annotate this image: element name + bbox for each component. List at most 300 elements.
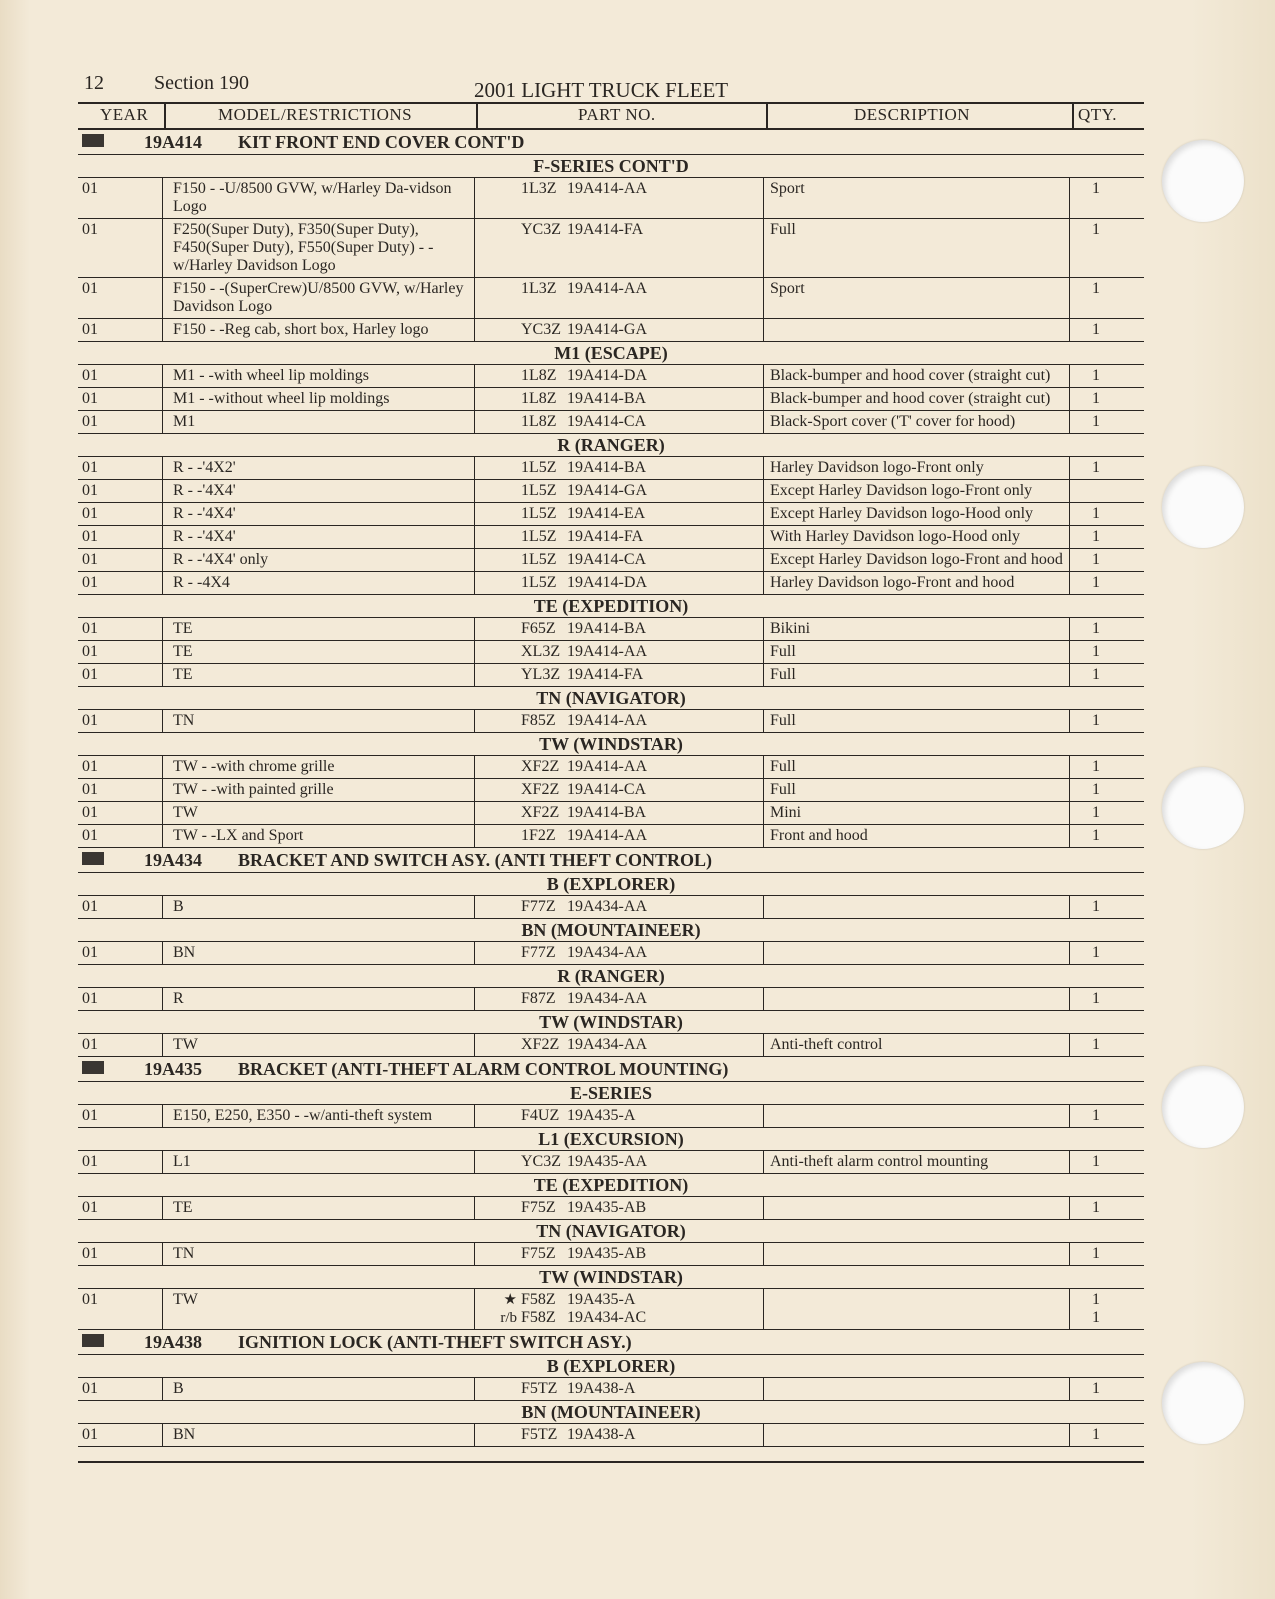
part-number-cell (475, 1197, 764, 1219)
qty-cell: 1 (1092, 221, 1100, 238)
qty-cell: 1 (1092, 898, 1100, 915)
binder-hole (1162, 466, 1244, 548)
bottom-rule (78, 1461, 1144, 1463)
table-row (78, 411, 1144, 434)
qty-cell: 1 (1092, 1199, 1100, 1216)
description-cell: Black-bumper and hood cover (straight cut) (764, 365, 1070, 387)
part-base: 19A435-AA (567, 1153, 647, 1170)
qty-cell: 1 (1092, 643, 1100, 660)
subsection-header: B (EXPLORER) (78, 873, 1144, 896)
column-header-model: MODEL/RESTRICTIONS (218, 105, 413, 124)
table-row (78, 1289, 1144, 1330)
description-cell: Black-bumper and hood cover (straight cut) (764, 388, 1070, 410)
part-number-cell (475, 641, 764, 663)
description-cell: Full (764, 219, 1070, 277)
part-prefix: 1L5Z (521, 505, 557, 522)
year-cell: 01 (82, 367, 98, 384)
table-row (78, 278, 1144, 319)
description-cell: Full (764, 756, 1070, 778)
subsection-header: M1 (ESCAPE) (78, 342, 1144, 365)
description-cell (764, 1105, 1070, 1127)
group-title: IGNITION LOCK (ANTI-THEFT SWITCH ASY.) (238, 1332, 632, 1352)
part-number-line (475, 528, 763, 546)
model-cell: TN (162, 710, 475, 732)
model-cell: TW (162, 802, 475, 824)
table-row (78, 457, 1144, 480)
part-number-cell (475, 388, 764, 410)
subsection-header: TN (NAVIGATOR) (78, 1220, 1144, 1243)
part-base: 19A414-BA (567, 620, 647, 637)
description-cell: Anti-theft alarm control mounting (764, 1151, 1070, 1173)
parts-catalog-table (78, 102, 1144, 1463)
part-number-line (475, 1309, 763, 1327)
group-title: BRACKET AND SWITCH ASY. (ANTI THEFT CONTROL) (238, 850, 712, 870)
qty-cell: 1 (1092, 574, 1100, 591)
part-base: 19A414-FA (567, 528, 644, 545)
table-row (78, 1424, 1144, 1447)
table-row (78, 988, 1144, 1011)
part-base: 19A414-AA (567, 180, 647, 197)
description-cell (764, 1197, 1070, 1219)
description-cell: Anti-theft control (764, 1034, 1070, 1056)
subsection-header: TW (WINDSTAR) (78, 733, 1144, 756)
table-row (78, 710, 1144, 733)
qty-cell: 1 (1092, 1107, 1100, 1124)
part-number-line (475, 1199, 763, 1217)
part-base: 19A414-BA (567, 390, 647, 407)
qty-cell: 1 (1092, 1426, 1100, 1443)
part-number-cell (475, 503, 764, 525)
qty-cell: 1 (1092, 390, 1100, 407)
year-cell: 01 (82, 1380, 98, 1397)
part-base: 19A414-CA (567, 781, 647, 798)
year-cell: 01 (82, 321, 98, 338)
qty-cell: 1 (1092, 827, 1100, 844)
qty-cell: 1 (1092, 459, 1100, 476)
part-prefix: 1L3Z (521, 180, 557, 197)
model-cell: TW (162, 1034, 475, 1056)
table-row (78, 802, 1144, 825)
part-number-cell (475, 618, 764, 640)
qty-cell: 1 (1092, 712, 1100, 729)
part-number-line (475, 1107, 763, 1125)
model-cell: M1 (162, 411, 475, 433)
column-header-description: DESCRIPTION (854, 105, 971, 124)
table-row (78, 756, 1144, 779)
model-cell: R - -'4X4' (162, 480, 475, 502)
part-number-line (475, 1380, 763, 1398)
subsection-header: BN (MOUNTAINEER) (78, 919, 1144, 942)
part-prefix: F77Z (521, 944, 556, 961)
year-cell: 01 (82, 804, 98, 821)
part-number-line (475, 482, 763, 500)
group-marker-icon (82, 852, 104, 865)
table-row (78, 1243, 1144, 1266)
part-base: 19A435-AB (567, 1199, 647, 1216)
part-base: 19A438-A (567, 1426, 636, 1443)
year-cell: 01 (82, 1153, 98, 1170)
qty-cell: 1 (1092, 1245, 1100, 1262)
table-row (78, 480, 1144, 503)
part-number-cell (475, 1378, 764, 1400)
description-cell: Except Harley Davidson logo-Front and hood (764, 549, 1070, 571)
year-cell: 01 (82, 551, 98, 568)
part-number-cell (475, 457, 764, 479)
part-base: 19A414-AA (567, 712, 647, 729)
model-cell: R (162, 988, 475, 1010)
part-prefix: YC3Z (521, 221, 561, 238)
part-number-line (475, 712, 763, 730)
part-base: 19A434-AA (567, 1036, 647, 1053)
part-base: 19A434-AC (567, 1309, 647, 1326)
part-prefix: 1L5Z (521, 551, 557, 568)
part-number-cell (475, 664, 764, 686)
description-cell (764, 896, 1070, 918)
model-cell: F150 - -U/8500 GVW, w/Harley Da-vidson Logo (162, 178, 475, 218)
part-number-cell (475, 1105, 764, 1127)
model-cell: TW - -with painted grille (162, 779, 475, 801)
model-cell: TW - -with chrome grille (162, 756, 475, 778)
part-prefix: F85Z (521, 712, 556, 729)
group-header (78, 1330, 1144, 1355)
table-row (78, 779, 1144, 802)
description-cell (764, 1243, 1070, 1265)
model-cell: TW - -LX and Sport (162, 825, 475, 847)
description-cell: Harley Davidson logo-Front only (764, 457, 1070, 479)
table-row (78, 178, 1144, 219)
part-prefix: 1L3Z (521, 280, 557, 297)
part-base: 19A414-BA (567, 459, 647, 476)
model-cell: TE (162, 641, 475, 663)
part-number-line (475, 781, 763, 799)
catalog-groups (78, 130, 1144, 1447)
qty-cell: 1 1 (1092, 1291, 1100, 1326)
part-mark: ★ (503, 1292, 517, 1308)
part-prefix: 1L5Z (521, 528, 557, 545)
description-cell: Except Harley Davidson logo-Hood only (764, 503, 1070, 525)
qty-cell: 1 (1092, 528, 1100, 545)
year-cell: 01 (82, 781, 98, 798)
table-row (78, 1034, 1144, 1057)
description-cell: Mini (764, 802, 1070, 824)
model-cell: R - -'4X4' (162, 526, 475, 548)
part-prefix: XL3Z (521, 643, 561, 660)
part-prefix: YC3Z (521, 321, 561, 338)
year-cell: 01 (82, 1036, 98, 1053)
part-number-cell (475, 1243, 764, 1265)
year-cell: 01 (82, 643, 98, 660)
part-prefix: 1L8Z (521, 413, 557, 430)
part-prefix: F58Z (521, 1291, 556, 1308)
group-marker-icon (82, 1334, 104, 1347)
part-prefix: 1L5Z (521, 482, 557, 499)
binder-hole (1162, 1362, 1244, 1444)
part-number-cell (475, 942, 764, 964)
part-number-line (475, 758, 763, 776)
qty-cell: 1 (1092, 551, 1100, 568)
part-number-cell (475, 1034, 764, 1056)
table-row (78, 1197, 1144, 1220)
year-cell: 01 (82, 898, 98, 915)
model-cell: F250(Super Duty), F350(Super Duty), F450(Super Duty), F550(Super Duty) - -w/Harley Davidson Logo (162, 219, 475, 277)
part-base: 19A414-FA (567, 221, 644, 238)
group-marker-icon (82, 1061, 104, 1074)
description-cell (764, 1289, 1070, 1329)
part-number-line (475, 990, 763, 1008)
model-cell: TW (162, 1289, 475, 1329)
part-number-line (475, 221, 763, 239)
part-base: 19A414-CA (567, 551, 647, 568)
group-header (78, 848, 1144, 873)
description-cell (764, 1378, 1070, 1400)
table-row (78, 618, 1144, 641)
table-row (78, 503, 1144, 526)
table-row (78, 664, 1144, 687)
part-number-cell (475, 802, 764, 824)
part-number-cell (475, 411, 764, 433)
model-cell: F150 - -(SuperCrew)U/8500 GVW, w/Harley Davidson Logo (162, 278, 475, 318)
year-cell: 01 (82, 505, 98, 522)
part-number-line (475, 1153, 763, 1171)
page-title: 2001 LIGHT TRUCK FLEET (474, 78, 729, 102)
model-cell: R - -'4X2' (162, 457, 475, 479)
part-prefix: XF2Z (521, 1036, 560, 1053)
model-cell: TN (162, 1243, 475, 1265)
description-cell: Front and hood (764, 825, 1070, 847)
qty-cell: 1 (1092, 413, 1100, 430)
qty-cell: 1 (1092, 1153, 1100, 1170)
part-number-cell (475, 988, 764, 1010)
description-cell (764, 319, 1070, 341)
year-cell: 01 (82, 758, 98, 775)
part-prefix: 1L8Z (521, 390, 557, 407)
part-number-line (475, 1245, 763, 1263)
year-cell: 01 (82, 944, 98, 961)
description-cell: Black-Sport cover ('T' cover for hood) (764, 411, 1070, 433)
part-prefix: 1F2Z (521, 827, 556, 844)
model-cell: M1 - -without wheel lip moldings (162, 388, 475, 410)
description-cell (764, 1424, 1070, 1446)
table-row (78, 1151, 1144, 1174)
model-cell: M1 - -with wheel lip moldings (162, 365, 475, 387)
part-base: 19A414-GA (567, 321, 647, 338)
column-header-year: YEAR (100, 105, 149, 124)
model-cell: E150, E250, E350 - -w/anti-theft system (162, 1105, 475, 1127)
year-cell: 01 (82, 666, 98, 683)
group-code: 19A414 (144, 132, 202, 152)
part-base: 19A435-A (567, 1291, 636, 1308)
part-number-line (475, 180, 763, 198)
part-number-line (475, 898, 763, 916)
part-number-cell (475, 365, 764, 387)
year-cell: 01 (82, 221, 98, 238)
part-number-cell (475, 1151, 764, 1173)
part-number-line (475, 505, 763, 523)
description-cell: Full (764, 641, 1070, 663)
part-prefix: F87Z (521, 990, 556, 1007)
year-cell: 01 (82, 1426, 98, 1443)
model-cell: B (162, 896, 475, 918)
subsection-header: F-SERIES CONT'D (78, 155, 1144, 178)
part-base: 19A414-AA (567, 827, 647, 844)
year-cell: 01 (82, 827, 98, 844)
part-number-line (475, 551, 763, 569)
part-base: 19A414-DA (567, 574, 647, 591)
qty-cell: 1 (1092, 505, 1100, 522)
qty-cell: 1 (1092, 180, 1100, 197)
part-number-line (475, 666, 763, 684)
part-number-line (475, 643, 763, 661)
part-number-line (475, 459, 763, 477)
group-code: 19A438 (144, 1332, 202, 1352)
qty-cell: 1 (1092, 367, 1100, 384)
part-prefix: YC3Z (521, 1153, 561, 1170)
model-cell: R - -'4X4' only (162, 549, 475, 571)
part-prefix: 1L5Z (521, 459, 557, 476)
subsection-header: BN (MOUNTAINEER) (78, 1401, 1144, 1424)
year-cell: 01 (82, 390, 98, 407)
table-row (78, 1105, 1144, 1128)
group-header (78, 1057, 1144, 1082)
qty-cell: 1 (1092, 781, 1100, 798)
model-cell: R - -4X4 (162, 572, 475, 594)
table-row (78, 319, 1144, 342)
part-number-cell (475, 1424, 764, 1446)
part-base: 19A414-EA (567, 505, 646, 522)
year-cell: 01 (82, 620, 98, 637)
year-cell: 01 (82, 180, 98, 197)
subsection-header: R (RANGER) (78, 965, 1144, 988)
description-cell: Full (764, 710, 1070, 732)
part-number-cell (475, 756, 764, 778)
model-cell: BN (162, 1424, 475, 1446)
part-number-line (475, 804, 763, 822)
table-row (78, 219, 1144, 278)
qty-cell: 1 (1092, 758, 1100, 775)
qty-cell: 1 (1092, 804, 1100, 821)
year-cell: 01 (82, 459, 98, 476)
subsection-header: TN (NAVIGATOR) (78, 687, 1144, 710)
part-number-cell (475, 825, 764, 847)
year-cell: 01 (82, 413, 98, 430)
part-number-line (475, 280, 763, 298)
part-prefix: XF2Z (521, 804, 560, 821)
model-cell: F150 - -Reg cab, short box, Harley logo (162, 319, 475, 341)
column-header-qty: QTY. (1078, 105, 1117, 124)
part-base: 19A414-CA (567, 413, 647, 430)
year-cell: 01 (82, 1199, 98, 1216)
part-number-cell (475, 779, 764, 801)
part-base: 19A434-AA (567, 944, 647, 961)
part-number-line (475, 620, 763, 638)
table-row (78, 825, 1144, 848)
part-number-line (475, 1036, 763, 1054)
part-number-cell (475, 319, 764, 341)
part-prefix: F75Z (521, 1199, 556, 1216)
description-cell: Full (764, 779, 1070, 801)
description-cell (764, 988, 1070, 1010)
description-cell: With Harley Davidson logo-Hood only (764, 526, 1070, 548)
table-row (78, 896, 1144, 919)
part-number-line (475, 574, 763, 592)
part-number-cell (475, 526, 764, 548)
part-base: 19A434-AA (567, 990, 647, 1007)
part-number-line (475, 944, 763, 962)
table-row (78, 942, 1144, 965)
part-prefix: YL3Z (521, 666, 561, 683)
description-cell (764, 942, 1070, 964)
binder-hole (1162, 140, 1244, 222)
part-prefix: 1L8Z (521, 367, 557, 384)
part-base: 19A414-FA (567, 666, 644, 683)
year-cell: 01 (82, 1291, 98, 1308)
table-row (78, 572, 1144, 595)
part-prefix: F77Z (521, 898, 556, 915)
part-prefix: F5TZ (521, 1426, 558, 1443)
subsection-header: R (RANGER) (78, 434, 1144, 457)
part-base: 19A435-AB (567, 1245, 647, 1262)
column-headers (78, 102, 1144, 130)
year-cell: 01 (82, 574, 98, 591)
binder-hole (1162, 767, 1244, 849)
part-number-cell (475, 710, 764, 732)
year-cell: 01 (82, 1107, 98, 1124)
part-prefix: 1L5Z (521, 574, 557, 591)
description-cell: Sport (764, 178, 1070, 218)
part-number-line (475, 1291, 763, 1309)
model-cell: L1 (162, 1151, 475, 1173)
part-number-line (475, 367, 763, 385)
part-number-line (475, 827, 763, 845)
qty-cell: 1 (1092, 990, 1100, 1007)
group-code: 19A435 (144, 1059, 202, 1079)
qty-cell: 1 (1092, 620, 1100, 637)
table-row (78, 388, 1144, 411)
part-base: 19A414-DA (567, 367, 647, 384)
part-base: 19A414-BA (567, 804, 647, 821)
part-base: 19A414-GA (567, 482, 647, 499)
binder-hole (1162, 1066, 1244, 1148)
group-title: KIT FRONT END COVER CONT'D (238, 132, 525, 152)
table-row (78, 549, 1144, 572)
qty-cell: 1 (1092, 321, 1100, 338)
subsection-header: B (EXPLORER) (78, 1355, 1144, 1378)
page-number: 12 (84, 72, 104, 94)
column-header-part: PART NO. (578, 105, 656, 124)
part-number-cell (475, 178, 764, 218)
year-cell: 01 (82, 482, 98, 499)
year-cell: 01 (82, 990, 98, 1007)
part-number-cell (475, 549, 764, 571)
part-base: 19A414-AA (567, 643, 647, 660)
table-row (78, 641, 1144, 664)
part-base: 19A435-A (567, 1107, 636, 1124)
qty-cell: 1 (1092, 666, 1100, 683)
part-number-line (475, 390, 763, 408)
part-prefix: XF2Z (521, 781, 560, 798)
model-cell: R - -'4X4' (162, 503, 475, 525)
part-number-line (475, 413, 763, 431)
model-cell: B (162, 1378, 475, 1400)
year-cell: 01 (82, 712, 98, 729)
part-base: 19A414-AA (567, 758, 647, 775)
part-base: 19A414-AA (567, 280, 647, 297)
subsection-header: TE (EXPEDITION) (78, 595, 1144, 618)
part-prefix: F65Z (521, 620, 556, 637)
part-number-line (475, 1426, 763, 1444)
description-cell: Harley Davidson logo-Front and hood (764, 572, 1070, 594)
description-cell: Except Harley Davidson logo-Front only (764, 480, 1070, 502)
